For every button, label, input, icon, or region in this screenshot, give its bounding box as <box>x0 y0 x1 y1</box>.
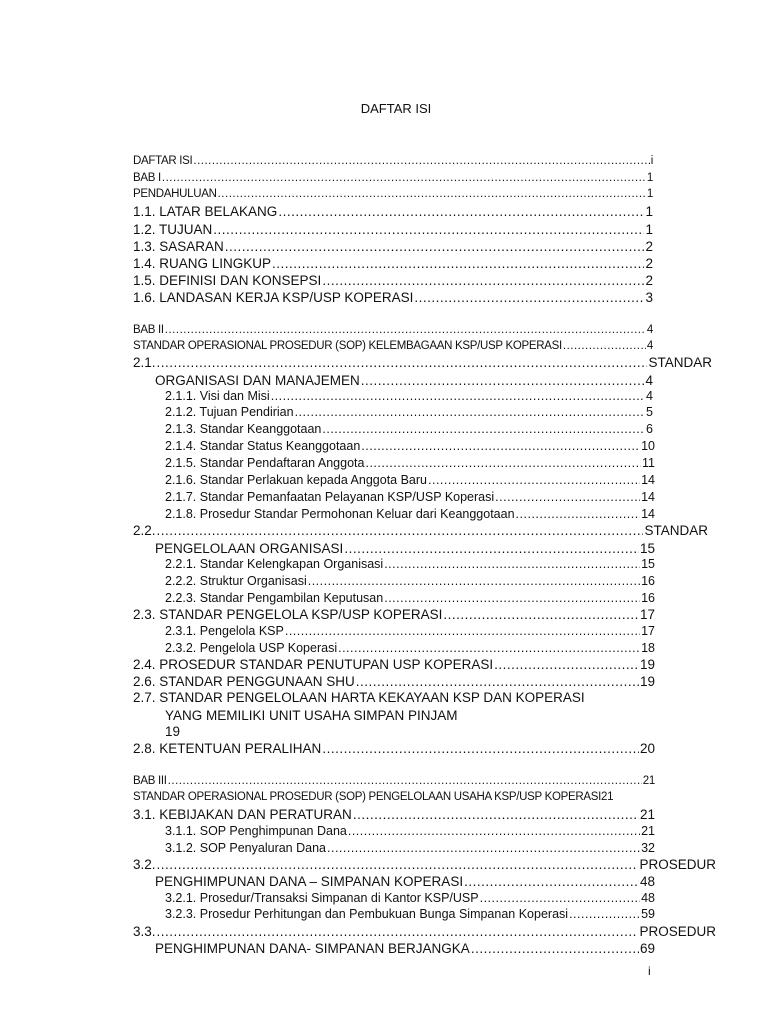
toc-entry-page: 1 <box>645 204 653 219</box>
dot-leader <box>443 606 639 623</box>
toc-entry-page: 3 <box>645 290 653 305</box>
dot-leader <box>225 238 645 255</box>
toc-entry <box>133 354 712 371</box>
dot-leader <box>361 438 640 455</box>
toc-entry-label: STANDAR OPERASIONAL PROSEDUR (SOP) PENGELOLAAN USAHA KSP/USP KOPERASI21 <box>133 791 614 803</box>
toc-entry-label: 1.4. RUANG LINGKUP <box>133 256 272 271</box>
toc-entry-label: PENGELOLAAN ORGANISASI <box>155 541 344 556</box>
toc-entry-page: 2 <box>645 273 653 288</box>
toc-entry-label: 1.3. SASARAN <box>133 239 224 254</box>
dot-leader <box>278 203 644 220</box>
toc-entry-label: 3.1. KEBIJAKAN DAN PERATURAN <box>133 807 352 822</box>
toc-entry-page: 48 <box>639 874 655 889</box>
dot-leader <box>157 354 648 371</box>
toc-entry-page: 14 <box>641 490 655 504</box>
toc-entry-label: 2.7. STANDAR PENGELOLAAN HARTA KEKAYAAN KSP DAN KOPERASI <box>133 690 585 705</box>
toc-entry <box>165 455 655 472</box>
dot-leader <box>285 623 640 640</box>
dot-leader <box>165 322 646 339</box>
toc-entry <box>165 421 653 438</box>
toc-entry-label: 2.1.5. Standar Pendaftaran Anggota <box>165 456 365 470</box>
toc-entry-page: STANDAR <box>648 355 712 370</box>
toc-entry-label: STANDAR OPERASIONAL PROSEDUR (SOP) KELEMBAGAAN KSP/USP KOPERASI <box>133 340 562 352</box>
toc-entry-label: 2.2.3. Standar Pengambilan Keputusan <box>165 591 384 605</box>
toc-entry <box>133 656 655 673</box>
toc-entry <box>165 723 180 740</box>
toc-entry-label: 1.2. TUJUAN <box>133 222 213 237</box>
toc-entry-page: 4 <box>645 373 653 388</box>
toc-entry-label: 2.1.6. Standar Perlakuan kepada Anggota Baru <box>165 473 427 487</box>
toc-entry <box>133 522 708 539</box>
toc-entry <box>165 556 655 573</box>
toc-entry <box>133 923 716 940</box>
toc-entry-page: 32 <box>641 841 655 855</box>
dot-leader <box>338 640 640 657</box>
toc-entry-page: 4 <box>646 340 653 352</box>
toc-entry <box>133 773 655 790</box>
toc-entry <box>165 840 655 857</box>
toc-entry-page: 5 <box>646 405 653 419</box>
toc-entry <box>165 707 458 724</box>
toc-entry <box>133 856 716 873</box>
dot-leader <box>213 221 644 238</box>
toc-entry <box>133 740 655 757</box>
dot-leader <box>344 540 639 557</box>
toc-entry-label: 2.1.8. Prosedur Standar Permohonan Keluar dari Keanggotaan <box>165 507 515 521</box>
toc-entry <box>165 438 655 455</box>
dot-leader <box>353 806 639 823</box>
toc-entry-label: 3.1.1. SOP Penghimpunan Dana <box>165 824 347 838</box>
toc-entry-label: 2.2.1. Standar Kelengkapan Organisasi <box>165 557 384 571</box>
toc-entry-label: 3.2.1. Prosedur/Transaksi Simpanan di Kantor KSP/USP <box>165 891 479 905</box>
toc-entry-label: 2.1. <box>133 355 156 370</box>
toc-entry-label: BAB III <box>133 775 167 787</box>
dot-leader <box>322 421 645 438</box>
toc-entry <box>165 623 655 640</box>
toc-entry-page: 21 <box>641 824 655 838</box>
toc-entry-page: 10 <box>641 439 655 453</box>
dot-leader <box>348 823 640 840</box>
dot-leader <box>495 489 640 506</box>
toc-entry <box>155 372 653 389</box>
toc-entry <box>133 238 653 255</box>
toc-entry-label: 2.3.1. Pengelola KSP <box>165 624 284 638</box>
dot-leader <box>218 186 646 203</box>
dot-leader <box>414 289 644 306</box>
toc-entry-label: 2.8. KETENTUAN PERALIHAN <box>133 741 322 756</box>
dot-leader <box>168 773 642 790</box>
dot-leader <box>361 372 645 389</box>
dot-leader <box>327 840 640 857</box>
toc-entry-label: 2.2.2. Struktur Organisasi <box>165 574 307 588</box>
toc-entry-page: 18 <box>641 641 655 655</box>
toc-entry-label: 2.3. STANDAR PENGELOLA KSP/USP KOPERASI <box>133 607 443 622</box>
toc-entry-page: i <box>650 155 653 167</box>
dot-leader <box>162 170 646 187</box>
toc-entry-page: 2 <box>645 256 653 271</box>
toc-entry-label: 2.1.2. Tujuan Pendirian <box>165 405 294 419</box>
toc-entry-page: STANDAR <box>644 523 708 538</box>
dot-leader <box>157 856 639 873</box>
dot-leader <box>272 255 644 272</box>
toc-entry-label: PENDAHULUAN <box>133 188 217 200</box>
toc-entry <box>165 640 655 657</box>
toc-entry-page: 4 <box>646 389 653 403</box>
dot-leader <box>308 573 640 590</box>
page-number: i <box>648 964 651 978</box>
toc-entry <box>165 472 655 489</box>
toc-entry-label: 2.3.2. Pengelola USP Koperasi <box>165 641 338 655</box>
toc-entry-label: 1.6. LANDASAN KERJA KSP/USP KOPERASI <box>133 290 414 305</box>
toc-entry-page: 19 <box>639 674 655 689</box>
toc-entry <box>133 806 655 823</box>
toc-entry-page: 14 <box>641 507 655 521</box>
dot-leader <box>365 455 641 472</box>
toc-entry <box>155 940 655 957</box>
toc-entry-label: 3.3. <box>133 924 156 939</box>
toc-entry-page: 1 <box>645 222 653 237</box>
toc-entry <box>165 573 655 590</box>
toc-entry-page: PROSEDUR <box>639 924 716 939</box>
toc-entry <box>133 153 653 170</box>
toc-entry <box>133 170 653 187</box>
toc-entry-page: 2 <box>645 239 653 254</box>
toc-entry <box>165 823 655 840</box>
toc-entry <box>165 890 655 907</box>
toc-entry-page: 1 <box>646 172 653 184</box>
dot-leader <box>322 272 644 289</box>
toc-entry-label: YANG MEMILIKI UNIT USAHA SIMPAN PINJAM <box>165 708 458 723</box>
toc-entry-page: 1 <box>646 188 653 200</box>
dot-leader <box>464 873 639 890</box>
toc-entry-label: 2.1.4. Standar Status Keanggotaan <box>165 439 361 453</box>
toc-entry-label: BAB I <box>133 172 161 184</box>
toc-entry <box>165 506 655 523</box>
dot-leader <box>471 940 639 957</box>
toc-entry-label: BAB II <box>133 324 164 336</box>
toc-entry <box>165 906 655 923</box>
dot-leader <box>384 590 640 607</box>
toc-entry <box>133 338 653 355</box>
toc-entry-label: 1.5. DEFINISI DAN KONSEPSI <box>133 273 322 288</box>
toc-entry-page: 19 <box>639 657 655 672</box>
toc-entry <box>155 873 655 890</box>
toc-entry-page: 17 <box>641 624 655 638</box>
toc-entry-label: 2.1.3. Standar Keanggotaan <box>165 422 322 436</box>
document-title: DAFTAR ISI <box>360 101 432 116</box>
toc-entry <box>165 590 655 607</box>
dot-leader <box>157 522 644 539</box>
toc-entry-label: 2.1.1. Visi dan Misi <box>165 389 270 403</box>
toc-entry <box>165 404 653 421</box>
dot-leader <box>569 906 640 923</box>
dot-leader <box>384 556 640 573</box>
toc-entry <box>155 540 655 557</box>
dot-leader <box>157 923 639 940</box>
toc-entry-label: PENGHIMPUNAN DANA – SIMPANAN KOPERASI <box>155 874 464 889</box>
toc-entry <box>133 689 585 706</box>
toc-entry-label: 19 <box>165 724 181 739</box>
toc-entry <box>133 673 655 690</box>
toc-entry-page: 15 <box>641 557 655 571</box>
toc-entry-page: 15 <box>639 541 655 556</box>
toc-entry-label: 3.2. <box>133 857 156 872</box>
toc-entry-page: 21 <box>639 807 655 822</box>
toc-entry-page: 48 <box>641 891 655 905</box>
toc-entry <box>165 388 653 405</box>
toc-entry-label: DAFTAR ISI <box>133 155 193 167</box>
toc-entry-label: 3.2.3. Prosedur Perhitungan dan Pembukuan Bunga Simpanan Koperasi <box>165 907 569 921</box>
toc-entry-label: 2.1.7. Standar Pemanfaatan Pelayanan KSP/USP Koperasi <box>165 490 495 504</box>
toc-entry-page: PROSEDUR <box>639 857 716 872</box>
toc-entry <box>133 289 653 306</box>
toc-entry-page: 16 <box>641 574 655 588</box>
dot-leader <box>271 388 645 405</box>
toc-entry <box>165 489 655 506</box>
toc-entry-page: 4 <box>646 324 653 336</box>
toc-entry <box>133 221 653 238</box>
dot-leader <box>193 153 649 170</box>
toc-entry <box>133 186 653 203</box>
toc-entry <box>133 606 655 623</box>
dot-leader <box>480 890 641 907</box>
toc-entry-label: PENGHIMPUNAN DANA- SIMPANAN BERJANGKA <box>155 941 470 956</box>
toc-entry <box>133 322 653 339</box>
toc-entry-page: 20 <box>639 741 655 756</box>
dot-leader <box>516 506 641 523</box>
dot-leader <box>563 338 646 355</box>
dot-leader <box>295 404 645 421</box>
toc-entry-page: 17 <box>639 607 655 622</box>
dot-leader <box>322 740 639 757</box>
toc-entry <box>133 255 653 272</box>
toc-entry-page: 11 <box>642 456 655 470</box>
dot-leader <box>428 472 640 489</box>
toc-entry-label: 2.6. STANDAR PENGGUNAAN SHU <box>133 674 355 689</box>
toc-entry-label: 1.1. LATAR BELAKANG <box>133 204 278 219</box>
toc-entry-label: 2.4. PROSEDUR STANDAR PENUTUPAN USP KOPERASI <box>133 657 494 672</box>
toc-entry-page: 14 <box>641 473 655 487</box>
toc-entry <box>133 789 613 806</box>
toc-entry-label: 3.1.2. SOP Penyaluran Dana <box>165 841 326 855</box>
toc-entry-page: 69 <box>639 941 655 956</box>
toc-entry <box>133 272 653 289</box>
dot-leader <box>356 673 639 690</box>
toc-entry-page: 16 <box>641 591 655 605</box>
toc-entry-label: ORGANISASI DAN MANAJEMEN <box>155 373 360 388</box>
toc-entry-page: 6 <box>646 422 653 436</box>
toc-entry-label: 2.2. <box>133 523 156 538</box>
toc-entry <box>133 203 653 220</box>
toc-entry-page: 21 <box>642 775 655 787</box>
toc-entry-page: 59 <box>641 907 655 921</box>
dot-leader <box>494 656 639 673</box>
